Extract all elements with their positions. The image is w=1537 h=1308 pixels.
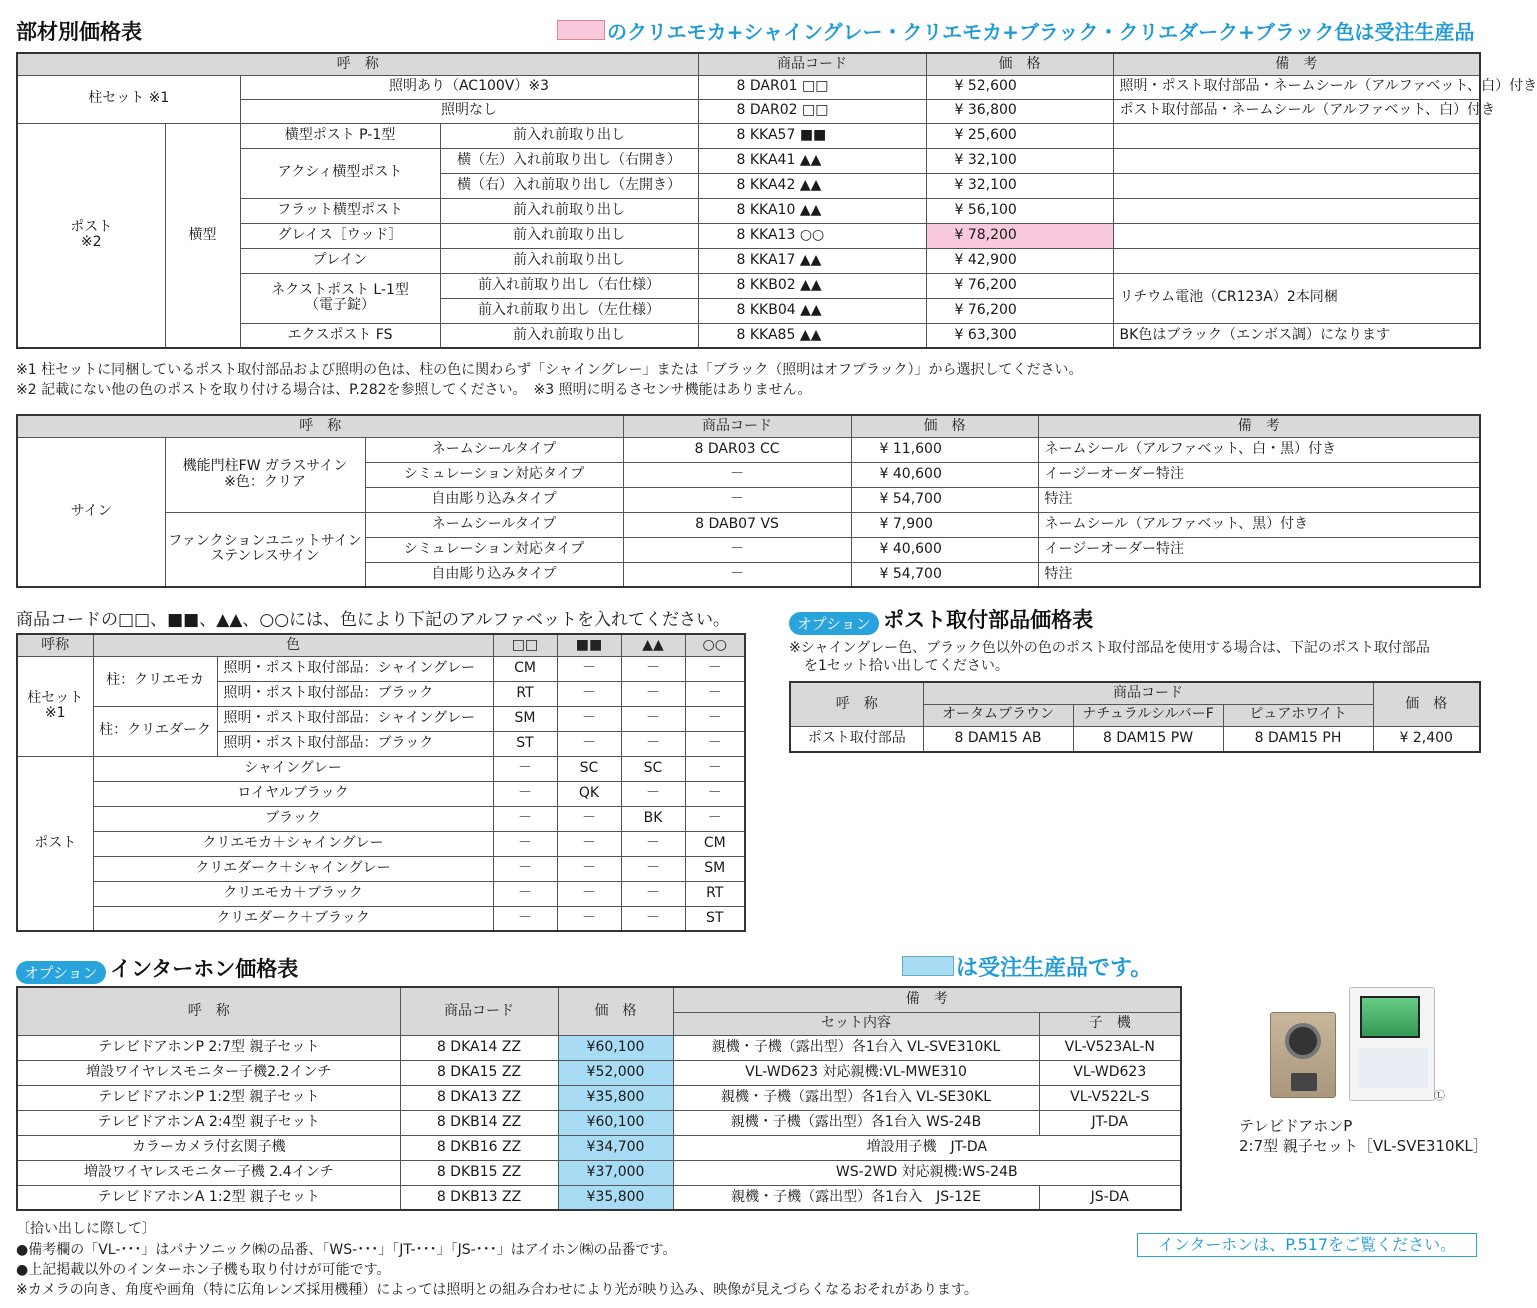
price: ¥60,100 bbox=[558, 1110, 673, 1135]
door-station-photo bbox=[1270, 1012, 1336, 1098]
intercom-title: インターホン価格表 bbox=[110, 957, 299, 981]
product-code: 8 DAR02 □□ bbox=[698, 99, 926, 123]
code-c3: SC bbox=[621, 756, 685, 781]
product-code: 8 KKA42 ▲▲ bbox=[698, 173, 926, 198]
sign-group: 機能門柱FW ガラスサイン ※色：クリア bbox=[165, 437, 365, 512]
pillar-label: 柱セット ※1 bbox=[17, 75, 240, 123]
note: リチウム電池（CR123A）2本同梱 bbox=[1113, 273, 1480, 323]
code-c2: － bbox=[557, 731, 621, 756]
color-code-table bbox=[16, 633, 746, 932]
note bbox=[1113, 123, 1480, 148]
product-code: 8 DKA14 ZZ bbox=[400, 1035, 558, 1060]
intercom-reference: インターホンは、P.517をご覧ください。 bbox=[1137, 1233, 1477, 1257]
header-code: 商品コード bbox=[698, 53, 926, 75]
code-c3: － bbox=[621, 831, 685, 856]
post-name: 横型ポスト P-1型 bbox=[240, 123, 440, 148]
post-desc: 前入れ前取り出し bbox=[440, 223, 698, 248]
mount-parts-table bbox=[789, 681, 1481, 753]
child-unit: JS-DA bbox=[1039, 1185, 1181, 1210]
color-name: ロイヤルブラック bbox=[93, 781, 493, 806]
child-unit: VL-WD623 bbox=[1039, 1060, 1181, 1085]
intercom-table bbox=[16, 986, 1182, 1211]
pillar-set-label: 柱セット ※1 bbox=[17, 656, 93, 756]
footnote: ※2 記載にない他の色のポストを取り付ける場合は、P.282を参照してください。 ※3 照明に明るさセンサ機能はありません。 bbox=[16, 382, 812, 398]
intercom-name: カラーカメラ付玄関子機 bbox=[17, 1135, 400, 1160]
product-code: 8 DAB07 VS bbox=[623, 512, 851, 537]
post-label: ポスト ※2 bbox=[17, 123, 165, 348]
header-price: 価 格 bbox=[926, 53, 1113, 75]
pink-swatch bbox=[557, 20, 605, 40]
price: ¥ 32,100 bbox=[926, 148, 1113, 173]
color-name: クリエモカ＋シャイングレー bbox=[93, 831, 493, 856]
post-name: エクスポスト FS bbox=[240, 323, 440, 348]
color-name: シャイングレー bbox=[93, 756, 493, 781]
section1-notice: のクリエモカ+シャイングレー・クリエモカ+ブラック・クリエダーク+ブラック色は受注生産品 bbox=[607, 20, 1475, 44]
code-c2: QK bbox=[557, 781, 621, 806]
pillar-dark: 柱：クリエダーク bbox=[93, 706, 217, 756]
post-desc: 前入れ前取り出し bbox=[440, 248, 698, 273]
post-name: フラット横型ポスト bbox=[240, 198, 440, 223]
code-c3: － bbox=[621, 706, 685, 731]
sign-type: 自由彫り込みタイプ bbox=[365, 562, 623, 587]
set-content: 増設用子機 JT-DA bbox=[673, 1135, 1181, 1160]
note bbox=[1113, 148, 1480, 173]
sign-type: シミュレーション対応タイプ bbox=[365, 462, 623, 487]
product-code: 8 DKA13 ZZ bbox=[400, 1085, 558, 1110]
code-c3: － bbox=[621, 656, 685, 681]
product-code: 8 KKA17 ▲▲ bbox=[698, 248, 926, 273]
code-c1: ST bbox=[493, 731, 557, 756]
header-autumn: オータムブラウン bbox=[923, 704, 1073, 726]
intercom-name: テレビドアホンP 1:2型 親子セット bbox=[17, 1085, 400, 1110]
note: ●備考欄の「VL-･･･」はパナソニック㈱の品番、「WS-･･･」「JT-･･･」「JS-･･･」はアイホン㈱の品番です。 bbox=[16, 1242, 677, 1258]
note: イージーオーダー特注 bbox=[1038, 462, 1480, 487]
section1-title: 部材別価格表 bbox=[16, 20, 142, 44]
code-c4: － bbox=[685, 731, 745, 756]
price: ¥52,000 bbox=[558, 1060, 673, 1085]
intercom-name: テレビドアホンP 2:7型 親子セット bbox=[17, 1035, 400, 1060]
header-set: セット内容 bbox=[673, 1012, 1039, 1035]
header-note: 備 考 bbox=[1038, 415, 1480, 437]
note: BK色はブラック（エンボス調）になります bbox=[1113, 323, 1480, 348]
post-name: グレイス［ウッド］ bbox=[240, 223, 440, 248]
note bbox=[1113, 248, 1480, 273]
product-code: 8 KKB04 ▲▲ bbox=[698, 298, 926, 323]
code-c2: － bbox=[557, 831, 621, 856]
sign-type: シミュレーション対応タイプ bbox=[365, 537, 623, 562]
code-c2: － bbox=[557, 806, 621, 831]
note: ポスト取付部品・ネームシール（アルファベット、白）付き bbox=[1113, 99, 1480, 123]
code-c4: － bbox=[685, 681, 745, 706]
photo-caption: 2:7型 親子セット［VL-SVE310KL］ bbox=[1239, 1137, 1488, 1155]
code-c4: RT bbox=[685, 881, 745, 906]
header-note: 備 考 bbox=[1113, 53, 1480, 75]
price: ¥60,100 bbox=[558, 1035, 673, 1060]
price: ¥ 36,800 bbox=[926, 99, 1113, 123]
code-c2: － bbox=[557, 856, 621, 881]
header-c4: ○○ bbox=[685, 634, 745, 656]
product-code: 8 DAR03 CC bbox=[623, 437, 851, 462]
code-c4: － bbox=[685, 756, 745, 781]
header-color: 色 bbox=[93, 634, 493, 656]
code-c3: BK bbox=[621, 806, 685, 831]
header-code: 商品コード bbox=[400, 987, 558, 1035]
code-c2: － bbox=[557, 881, 621, 906]
copyright-mark-icon: Ⓛ bbox=[1434, 1089, 1445, 1102]
post-desc: 前入れ前取り出し（左仕様） bbox=[440, 298, 698, 323]
price: ¥35,800 bbox=[558, 1085, 673, 1110]
header-name: 呼 称 bbox=[790, 682, 923, 726]
post-label: ポスト bbox=[17, 756, 93, 931]
sign-type: 自由彫り込みタイプ bbox=[365, 487, 623, 512]
header-code: 商品コード bbox=[623, 415, 851, 437]
price: ¥34,700 bbox=[558, 1135, 673, 1160]
intercom-notice: は受注生産品です。 bbox=[956, 956, 1153, 981]
set-content: 親機・子機（露出型）各1台入 JS-12E bbox=[673, 1185, 1039, 1210]
header-pure: ピュアホワイト bbox=[1223, 704, 1373, 726]
sign-type: ネームシールタイプ bbox=[365, 512, 623, 537]
header-note: 備 考 bbox=[673, 987, 1181, 1012]
mount-parts-title: ポスト取付部品価格表 bbox=[883, 608, 1094, 632]
header-natural: ナチュラルシルバーF bbox=[1073, 704, 1223, 726]
price: ¥ 54,700 bbox=[851, 562, 1038, 587]
code-c1: － bbox=[493, 831, 557, 856]
pillar-moka: 柱：クリエモカ bbox=[93, 656, 217, 706]
sign-type: ネームシールタイプ bbox=[365, 437, 623, 462]
note: ネームシール（アルファベット、黒）付き bbox=[1038, 512, 1480, 537]
product-code: － bbox=[623, 487, 851, 512]
code-c1: － bbox=[493, 856, 557, 881]
price: ¥35,800 bbox=[558, 1185, 673, 1210]
set-content: 親機・子機（露出型）各1台入 VL-SE30KL bbox=[673, 1085, 1039, 1110]
code-c1: － bbox=[493, 906, 557, 931]
product-code: 8 DAM15 PH bbox=[1223, 726, 1373, 752]
header-child: 子 機 bbox=[1039, 1012, 1181, 1035]
note: 特注 bbox=[1038, 487, 1480, 512]
blue-swatch bbox=[902, 956, 954, 976]
code-c1: SM bbox=[493, 706, 557, 731]
mount-parts-heading bbox=[789, 604, 1093, 635]
post-desc: 前入れ前取り出し（右仕様） bbox=[440, 273, 698, 298]
note: 特注 bbox=[1038, 562, 1480, 587]
price: ¥ 56,100 bbox=[926, 198, 1113, 223]
mount-parts-desc: を1セット拾い出してください。 bbox=[804, 658, 1009, 674]
product-code: － bbox=[623, 562, 851, 587]
price: ¥ 42,900 bbox=[926, 248, 1113, 273]
product-code: 8 DAM15 PW bbox=[1073, 726, 1223, 752]
set-content: WS-2WD 対応親機:WS-24B bbox=[673, 1160, 1181, 1185]
parts-price-table bbox=[16, 52, 1537, 349]
set-content: 親機・子機（露出型）各1台入 WS-24B bbox=[673, 1110, 1039, 1135]
price: ¥ 76,200 bbox=[926, 273, 1113, 298]
code-c2: － bbox=[557, 656, 621, 681]
header-c1: □□ bbox=[493, 634, 557, 656]
intercom-name: 増設ワイヤレスモニター子機2.2インチ bbox=[17, 1060, 400, 1085]
code-c1: － bbox=[493, 881, 557, 906]
price: ¥ 52,600 bbox=[926, 75, 1113, 99]
code-c4: SM bbox=[685, 856, 745, 881]
code-c3: － bbox=[621, 731, 685, 756]
header-name: 呼称 bbox=[17, 634, 93, 656]
post-desc: 前入れ前取り出し bbox=[440, 198, 698, 223]
post-name: アクシィ横型ポスト bbox=[240, 148, 440, 198]
note bbox=[1113, 173, 1480, 198]
color-name: 照明・ポスト取付部品：シャイングレー bbox=[217, 706, 493, 731]
post-desc: 横（左）入れ前取り出し（右開き） bbox=[440, 148, 698, 173]
color-code-intro: 商品コードの□□、■■、▲▲、○○には、色により下記のアルファベットを入れてください。 bbox=[16, 610, 731, 630]
price-made-to-order: ¥ 78,200 bbox=[926, 223, 1113, 248]
header-price: 価 格 bbox=[558, 987, 673, 1035]
product-code: 8 DKB16 ZZ bbox=[400, 1135, 558, 1160]
intercom-name: テレビドアホンA 2:4型 親子セット bbox=[17, 1110, 400, 1135]
color-name: クリエダーク＋ブラック bbox=[93, 906, 493, 931]
product-code: 8 DKB15 ZZ bbox=[400, 1160, 558, 1185]
post-desc: 前入れ前取り出し bbox=[440, 323, 698, 348]
note: ネームシール（アルファベット、白・黒）付き bbox=[1038, 437, 1480, 462]
code-c3: － bbox=[621, 881, 685, 906]
code-c3: － bbox=[621, 856, 685, 881]
price: ¥ 76,200 bbox=[926, 298, 1113, 323]
color-name: ブラック bbox=[93, 806, 493, 831]
photo-caption: テレビドアホンP bbox=[1239, 1117, 1353, 1135]
intercom-heading bbox=[16, 953, 298, 984]
color-name: 照明・ポスト取付部品：ブラック bbox=[217, 731, 493, 756]
code-c1: RT bbox=[493, 681, 557, 706]
price: ¥ 11,600 bbox=[851, 437, 1038, 462]
product-code: 8 KKA10 ▲▲ bbox=[698, 198, 926, 223]
code-c1: － bbox=[493, 756, 557, 781]
footnote: ※1 柱セットに同梱しているポスト取付部品および照明の色は、柱の色に関わらず「シャイングレー」または「ブラック（照明はオフブラック）」から選択してください。 bbox=[16, 362, 1083, 378]
post-type: 横型 bbox=[165, 123, 240, 348]
monitor-photo bbox=[1349, 987, 1435, 1101]
product-code: 8 DKB14 ZZ bbox=[400, 1110, 558, 1135]
post-name: ネクストポスト L-1型 （電子錠） bbox=[240, 273, 440, 323]
price: ¥ 40,600 bbox=[851, 537, 1038, 562]
note: ※カメラの向き、角度や画角（特に広角レンズ採用機種）によっては照明との組み合わせにより光が映り込み、映像が見えづらくなるおそれがあります。 bbox=[16, 1282, 978, 1298]
code-c1: － bbox=[493, 781, 557, 806]
header-c2: ■■ bbox=[557, 634, 621, 656]
product-code: 8 KKA57 ■■ bbox=[698, 123, 926, 148]
child-unit: JT-DA bbox=[1039, 1110, 1181, 1135]
intercom-name: テレビドアホンA 1:2型 親子セット bbox=[17, 1185, 400, 1210]
code-c2: － bbox=[557, 906, 621, 931]
code-c2: － bbox=[557, 681, 621, 706]
product-code: － bbox=[623, 462, 851, 487]
code-c4: － bbox=[685, 656, 745, 681]
sign-label: サイン bbox=[17, 437, 165, 587]
post-desc: 横（右）入れ前取り出し（左開き） bbox=[440, 173, 698, 198]
child-unit: VL-V523AL-N bbox=[1039, 1035, 1181, 1060]
header-price: 価 格 bbox=[851, 415, 1038, 437]
color-name: クリエダーク＋シャイングレー bbox=[93, 856, 493, 881]
price: ¥37,000 bbox=[558, 1160, 673, 1185]
pillar-name: 照明なし bbox=[240, 99, 698, 123]
set-content: VL-WD623 対応親機:VL-MWE310 bbox=[673, 1060, 1039, 1085]
mount-part-name: ポスト取付部品 bbox=[790, 726, 923, 752]
intercom-name: 増設ワイヤレスモニター子機 2.4インチ bbox=[17, 1160, 400, 1185]
product-code: 8 DKA15 ZZ bbox=[400, 1060, 558, 1085]
header-price: 価 格 bbox=[1373, 682, 1480, 726]
header-name: 呼 称 bbox=[17, 53, 698, 75]
set-content: 親機・子機（露出型）各1台入 VL-SVE310KL bbox=[673, 1035, 1039, 1060]
option-badge: オプション bbox=[789, 612, 879, 635]
price: ¥ 40,600 bbox=[851, 462, 1038, 487]
product-code: 8 DAR01 □□ bbox=[698, 75, 926, 99]
note bbox=[1113, 198, 1480, 223]
color-name: 照明・ポスト取付部品：ブラック bbox=[217, 681, 493, 706]
price: ¥ 25,600 bbox=[926, 123, 1113, 148]
price: ¥ 32,100 bbox=[926, 173, 1113, 198]
code-c1: CM bbox=[493, 656, 557, 681]
code-c3: － bbox=[621, 681, 685, 706]
sign-group: ファンクションユニットサイン ステンレスサイン bbox=[165, 512, 365, 587]
notes-heading: 〔拾い出しに際して〕 bbox=[16, 1221, 156, 1237]
code-c3: － bbox=[621, 906, 685, 931]
code-c4: － bbox=[685, 706, 745, 731]
post-name: プレイン bbox=[240, 248, 440, 273]
header-name: 呼 称 bbox=[17, 415, 623, 437]
note: イージーオーダー特注 bbox=[1038, 537, 1480, 562]
code-c1: － bbox=[493, 806, 557, 831]
product-code: 8 KKA85 ▲▲ bbox=[698, 323, 926, 348]
mount-parts-desc: ※シャイングレー色、ブラック色以外の色のポスト取付部品を使用する場合は、下記のポスト取付部品 bbox=[789, 640, 1430, 656]
code-c3: － bbox=[621, 781, 685, 806]
note bbox=[1113, 223, 1480, 248]
sign-price-table bbox=[16, 414, 1481, 588]
price: ¥ 63,300 bbox=[926, 323, 1113, 348]
pillar-name: 照明あり（AC100V）※3 bbox=[240, 75, 698, 99]
product-code: － bbox=[623, 537, 851, 562]
note: ●上記掲載以外のインターホン子機も取り付けが可能です。 bbox=[16, 1262, 391, 1278]
header-code: 商品コード bbox=[923, 682, 1373, 704]
product-code: 8 KKA41 ▲▲ bbox=[698, 148, 926, 173]
code-c4: ST bbox=[685, 906, 745, 931]
code-c2: － bbox=[557, 706, 621, 731]
price: ¥ 2,400 bbox=[1373, 726, 1480, 752]
code-c4: CM bbox=[685, 831, 745, 856]
price: ¥ 54,700 bbox=[851, 487, 1038, 512]
color-name: 照明・ポスト取付部品：シャイングレー bbox=[217, 656, 493, 681]
note: 照明・ポスト取付部品・ネームシール（アルファベット、白）付き bbox=[1113, 75, 1480, 99]
code-c4: － bbox=[685, 781, 745, 806]
post-desc: 前入れ前取り出し bbox=[440, 123, 698, 148]
product-code: 8 KKA13 ○○ bbox=[698, 223, 926, 248]
option-badge: オプション bbox=[16, 961, 106, 984]
price: ¥ 7,900 bbox=[851, 512, 1038, 537]
child-unit: VL-V522L-S bbox=[1039, 1085, 1181, 1110]
product-code: 8 KKB02 ▲▲ bbox=[698, 273, 926, 298]
product-code: 8 DAM15 AB bbox=[923, 726, 1073, 752]
header-c3: ▲▲ bbox=[621, 634, 685, 656]
color-name: クリエモカ＋ブラック bbox=[93, 881, 493, 906]
product-code: 8 DKB13 ZZ bbox=[400, 1185, 558, 1210]
code-c4: － bbox=[685, 806, 745, 831]
header-name: 呼 称 bbox=[17, 987, 400, 1035]
code-c2: SC bbox=[557, 756, 621, 781]
